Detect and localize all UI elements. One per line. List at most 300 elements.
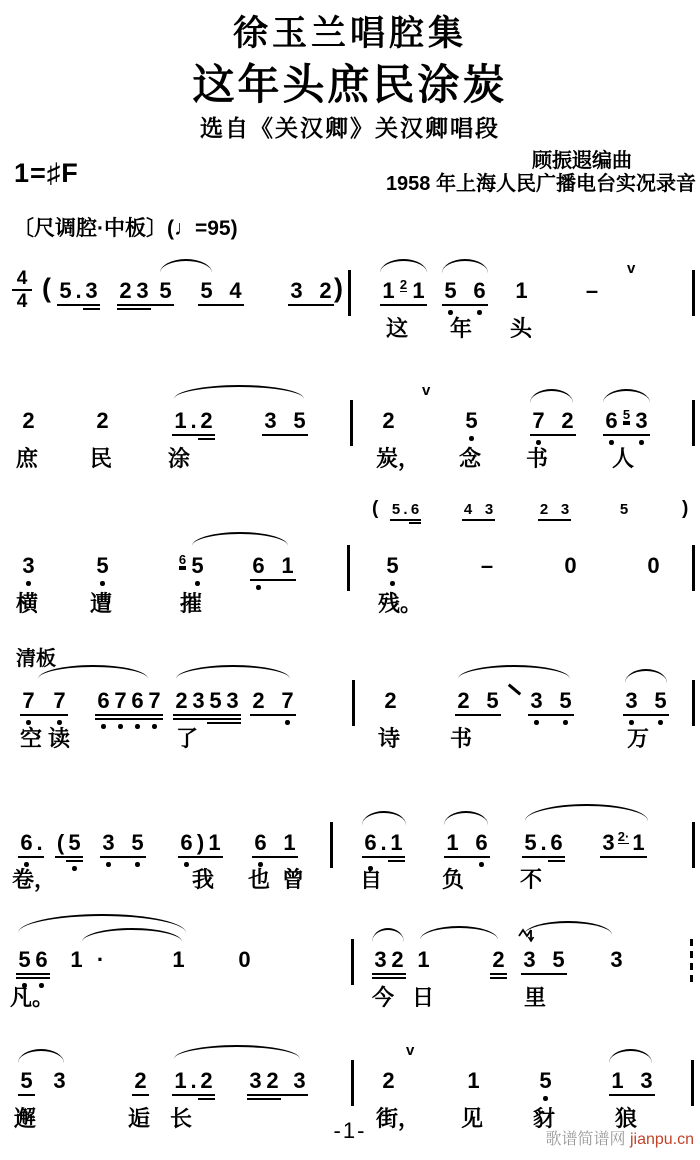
note-digits [20,553,37,579]
beam-underline [198,304,244,306]
note-spacer [461,830,473,856]
low-octave-dot [469,436,474,441]
note-token [478,553,496,579]
note-digits [250,688,296,714]
note-digits [521,947,567,973]
note-digit: 2 [266,1068,279,1093]
note-digits [178,830,223,856]
beam-underline [609,1094,655,1096]
low-octave-dot [477,310,482,315]
note-digit: 1 [70,947,83,972]
tie-arc [458,665,570,679]
low-octave-dot [72,866,77,871]
lyric-syllable: 摧 [180,591,203,616]
low-octave-dot [135,862,140,867]
low-octave-dot [563,720,568,725]
low-octave-dot [101,724,106,729]
note-digits [645,553,662,579]
note-digit: 3 [249,1068,262,1093]
note-digits [362,830,405,856]
note-spacer [35,1068,51,1094]
note-digit: . [36,830,43,855]
notation-line-4 [0,648,700,780]
series-title: 徐玉兰唱腔集 [232,14,467,53]
tie-arc [609,1049,652,1063]
partial-underline [198,1098,215,1100]
note-token [528,688,574,714]
note-token [462,501,495,519]
lyric-syllable: 今 [372,985,395,1010]
note-digit: 7 [51,688,68,714]
lyric-syllable: 诗 [378,726,401,751]
lyric-syllable: 这 [386,316,409,341]
note-digits [455,688,501,714]
note-digit: 3 [640,1068,653,1093]
beam-underline [522,856,565,858]
grace-note: 6 [178,552,187,567]
note-digit: 2 [175,688,188,713]
note-digit: 5 [557,688,574,714]
note-digit: 2 [252,688,265,713]
note-digit: 2 [382,1068,395,1093]
beam-underline [178,856,223,858]
lyric-syllable: 自 [360,867,383,892]
note-token [537,1068,554,1094]
barline [348,270,351,316]
note-digit: 6 [33,947,50,973]
note-token [16,947,50,973]
note-token [95,688,163,714]
low-octave-dot [195,581,200,586]
lyric-syllable: 炭， [376,446,421,471]
source-line: 选自《关汉卿》关汉卿唱段 [200,115,500,141]
note-digit: 1 [632,830,645,855]
note-token [390,501,421,519]
time-signature-denominator: 4 [16,291,28,313]
tie-arc [192,532,288,546]
note-digit: 2 [96,408,109,433]
beam-underline [172,434,215,436]
partial-underline [83,308,100,310]
note-digit: 5 [442,278,459,304]
note-digits [132,1068,149,1094]
lyric-syllable: 读 [48,726,71,751]
note-token [94,553,111,579]
note-spacer [459,278,471,304]
partial-underline [409,522,421,524]
barline [692,680,695,726]
note-token [513,278,530,304]
note-token [178,830,223,856]
note-token [380,408,397,434]
note-digit: 3 [192,688,205,713]
note-digit: 2 [319,278,332,303]
note-digits [618,501,630,519]
lyric-syllable: 人 [612,446,635,471]
note-digit: 1 [281,553,294,578]
barline [330,822,333,868]
note-token [132,1068,149,1094]
beam-underline [262,434,308,436]
note-digit: 1 [382,278,395,303]
low-octave-dot [658,720,663,725]
note-digit: 7 [279,688,296,714]
barline [692,270,695,316]
note-digit: 3 [264,408,277,433]
low-octave-dot [100,581,105,586]
tie-arc [524,921,612,935]
note-token [362,830,405,856]
note-spacer [279,408,291,434]
note-digit: 0 [564,553,577,578]
lyric-syllable: 书 [526,446,549,471]
note-digit: – [480,553,494,578]
note-digits [490,947,507,973]
note-digit: 6 [129,688,146,714]
note-digits [55,830,83,856]
note-digit: 1 [208,830,221,855]
note-digit: 5 [293,408,306,433]
note-digit: 1 [515,278,528,303]
lyric-syllable: 里 [524,985,547,1010]
tie-arc [444,811,488,825]
note-digits [288,278,334,304]
note-token [117,278,174,304]
barline [347,545,350,591]
note-digit: 3 [136,278,149,303]
note-digit: 1 [390,830,403,855]
note-digit: 5 [486,688,499,713]
note-digits [390,501,421,519]
beam-underline [530,434,576,436]
note-spacer [538,947,550,973]
note-digits [57,278,100,304]
note-digit: 7 [530,408,547,434]
note-digits [444,830,490,856]
time-signature [12,269,32,311]
note-spacer [626,1068,638,1094]
note-token [522,830,565,856]
note-digit: 1 [611,1068,624,1093]
note-digit: 1 [174,408,187,433]
lyric-syllable: 豺 [533,1106,556,1131]
note-digits [94,553,111,579]
notation-line-5 [0,830,700,922]
note-spacer [215,278,227,304]
key-signature: 1=♯F [14,158,79,188]
note-digit: 5 [619,501,629,518]
lyric-syllable: 遭 [90,591,113,616]
note-digit: 1 [446,830,459,855]
note-digit: ) [196,830,205,855]
lyric-syllable: 负 [442,867,465,892]
beam-underline [172,1094,215,1096]
note-token [538,501,571,519]
note-token [100,830,146,856]
note-digit: 6 [550,830,563,855]
tie-arc [603,389,650,403]
note-token [20,408,37,434]
note-digit: 3 [484,501,494,518]
note-digits [117,278,174,304]
lyric-syllable: 不 [520,867,543,892]
note-digit: 5 [463,408,480,434]
note-digits [528,688,574,714]
note-digits [372,947,406,973]
note-digit: 3 [374,947,387,972]
note-spacer [281,1068,291,1094]
note-spacer [37,688,51,714]
partial-underline [548,860,565,862]
note-token [415,947,432,973]
note-spacer [267,553,279,579]
partial-underline [117,308,151,310]
note-token [252,830,298,856]
note-spacer [305,278,317,304]
phrase-paren: ) [682,498,689,519]
note-digits [522,830,565,856]
note-digits [465,1068,482,1094]
note-digits [623,688,669,714]
barline [351,939,354,985]
note-token [176,553,206,579]
lyric-syllable: 邂 [14,1106,37,1131]
note-digit: 6 [18,830,35,856]
beam-underline [444,856,490,858]
notation-line-1 [0,260,700,370]
lyric-syllable: 年 [450,316,473,341]
tie-arc [380,259,427,273]
note-digit: 4 [463,501,473,518]
note-spacer [117,830,129,856]
note-token [618,501,630,519]
note-spacer [547,408,559,434]
note-token [463,408,480,434]
tie-arc [174,1045,300,1059]
note-digit: 2 [391,947,404,972]
note-digit: 4 [229,278,242,303]
note-digits [462,501,495,519]
note-token [444,830,490,856]
note-token [55,830,83,856]
note-digits [608,947,625,973]
note-token [384,553,401,579]
beam-underline [95,718,163,720]
note-spacer [550,501,559,519]
note-spacer [267,688,279,714]
lyric-syllable: 涂 [168,446,191,471]
note-token [18,830,44,856]
note-token [288,278,334,304]
low-octave-dot [26,581,31,586]
note-digits [176,553,206,579]
beam-underline [18,856,44,858]
grace-note: 2 [399,277,408,292]
note-digits [380,278,427,304]
tie-arc [420,926,498,940]
low-octave-dot [285,720,290,725]
song-title: 这年头庶民涂炭 [192,61,508,108]
beam-underline [288,304,334,306]
partial-underline [198,438,215,440]
lyric-syllable: 日 [412,985,435,1010]
note-digit: 5 [16,947,33,973]
dashed-barline [690,939,693,983]
note-digits [172,408,215,434]
note-digit: 5 [524,830,537,855]
note-digit: 5 [59,278,72,303]
note-digit: 1 [172,947,185,972]
note-digits [18,830,44,856]
partial-underline [66,860,83,862]
note-digit: 1 [283,830,296,855]
beam-underline [521,973,567,975]
beam-underline [462,519,495,521]
note-digit: 3 [623,688,640,714]
note-digit: 2 [539,501,549,518]
note-digits [252,830,298,856]
note-token [236,947,253,973]
note-token [645,553,662,579]
note-digit: . [540,830,547,855]
note-digit: 2 [200,1068,213,1093]
beam-underline [250,579,296,581]
grace-note-cell [397,278,410,304]
note-digit: 3 [602,830,615,855]
barline [352,680,355,726]
note-digits [20,408,37,434]
note-digit: 5 [537,1068,554,1094]
note-digits [583,278,601,304]
lyric-syllable: 曾 [282,867,305,892]
note-digits [262,408,308,434]
note-digits [16,947,50,973]
note-digit: 3 [85,278,98,303]
note-digits [95,688,163,714]
note-digits [530,408,576,434]
note-digit: 5 [159,278,172,303]
note-digit: 6 [178,830,195,856]
phrase-paren: ( [42,273,51,303]
breath-mark-icon: v [422,382,431,399]
low-octave-dot [390,581,395,586]
note-digit: 2 [384,688,397,713]
note-digit: 5 [200,278,213,303]
beam-underline [173,718,241,720]
note-digit: . [75,278,82,303]
beam-underline [250,714,296,716]
note-token [455,688,501,714]
grace-note: 2· [617,829,630,844]
note-digits [247,1068,308,1094]
note-digit: 6 [410,501,420,518]
note-digit: 1 [467,1068,480,1093]
note-token [18,1068,68,1094]
low-octave-dot [106,862,111,867]
note-digit: 5 [20,1068,33,1093]
note-digits [173,688,241,714]
tie-arc [530,389,573,403]
tie-arc [525,804,648,821]
note-digit: 3 [560,501,570,518]
phrase-paren: ) [334,273,343,303]
beam-underline [117,304,174,306]
note-digits [600,830,647,856]
note-digits [170,947,187,973]
notation-line-6 [0,947,700,1039]
note-digit: . [190,1068,197,1093]
note-digit: 5 [66,830,83,856]
note-digit: . [380,830,387,855]
note-digit: 3 [633,408,650,434]
beam-underline [247,1094,308,1096]
breath-mark-icon: v [406,1042,415,1059]
note-digit: 2 [22,408,35,433]
note-token [380,1068,397,1094]
note-digit: . [403,501,408,518]
lyric-syllable: 街， [376,1106,421,1131]
lyric-syllable: 也 [248,867,271,892]
section-label: 清板 [16,648,56,670]
tie-arc [372,928,404,942]
note-digit: 2 [492,947,505,972]
note-token [170,947,187,973]
beam-underline [16,977,50,979]
lyric-syllable: 狼 [615,1106,638,1131]
beam-underline [252,856,298,858]
note-digit: 2 [382,408,395,433]
note-token [172,408,215,434]
note-digit: 7 [112,688,129,714]
note-digits [236,947,253,973]
low-octave-dot [543,1096,548,1101]
note-token [250,688,296,714]
slide-mark-icon [508,684,521,696]
note-digits [415,947,432,973]
note-digit: 3 [290,278,303,303]
note-digit: 6 [250,553,267,579]
phrase-paren: ( [372,498,379,519]
note-digit: . [190,408,197,433]
note-digit: 3 [610,947,623,972]
barline [692,400,695,446]
note-digit: 5 [652,688,669,714]
note-token [442,278,488,304]
low-octave-dot [135,724,140,729]
note-digit: 3 [523,947,536,972]
breath-mark-icon: v [627,260,636,277]
note-digits [68,947,85,973]
note-digit: 1 [417,947,430,972]
note-token [94,408,111,434]
arranger-credit: 顾振遐编曲 [532,150,632,172]
note-digits [562,553,579,579]
note-digit: 6 [471,278,488,304]
lyric-syllable: 万 [627,726,650,751]
watermark-site-name: 歌谱简谱网 [545,1131,630,1148]
note-token [20,688,68,714]
tie-arc [176,665,290,679]
note-digit: 0 [238,947,251,972]
lyric-syllable: 念 [459,446,482,471]
partial-underline [207,722,241,724]
note-digit: 5 [384,553,401,579]
note-token [250,553,296,579]
beam-underline [442,304,488,306]
low-octave-dot [479,862,484,867]
note-digits [537,1068,554,1094]
page-number: -1- [333,1118,367,1143]
